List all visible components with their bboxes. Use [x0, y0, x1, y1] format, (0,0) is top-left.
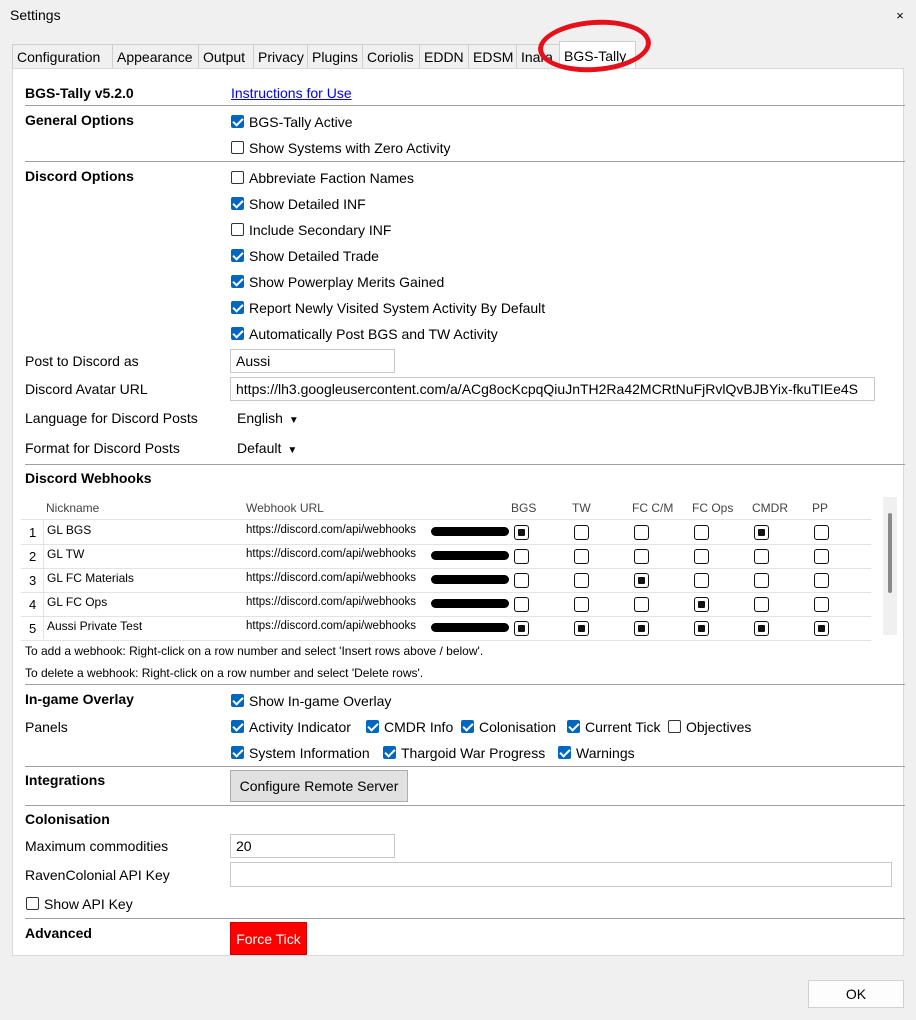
- row-divider: [21, 519, 871, 520]
- option-label: Show API Key: [44, 896, 133, 912]
- tab-output[interactable]: Output: [198, 44, 254, 68]
- row-divider: [21, 616, 871, 617]
- avatar-url-input[interactable]: https://lh3.googleusercontent.com/a/ACg8ocKcpqQiuJnTH2Ra42MCRtNuFjRvlQvBJBYix-fkuTIEe4S: [230, 377, 875, 401]
- tab-coriolis[interactable]: Coriolis: [362, 44, 420, 68]
- tab-strip: [12, 44, 904, 68]
- col-header-pp: PP: [812, 501, 829, 515]
- checkbox-fc-cm[interactable]: [634, 621, 649, 636]
- checkbox-colonisation[interactable]: [461, 720, 474, 733]
- checkbox-tw[interactable]: [574, 573, 589, 588]
- checkbox-include-secondary-inf[interactable]: [231, 223, 244, 236]
- checkbox-bgs[interactable]: [514, 573, 529, 588]
- webhook-url[interactable]: https://discord.com/api/webhooks: [246, 596, 417, 608]
- divider: [25, 161, 905, 162]
- webhook-nickname[interactable]: GL TW: [47, 547, 85, 561]
- option-label: Abbreviate Faction Names: [249, 170, 414, 186]
- checkbox-fc-ops[interactable]: [694, 525, 709, 540]
- checkbox-bgs-tally-active[interactable]: [231, 115, 244, 128]
- col-header-fc-ops: FC Ops: [692, 501, 734, 515]
- divider: [25, 918, 905, 919]
- checkbox-show-api-key[interactable]: [26, 897, 39, 910]
- language-label: Language for Discord Posts: [25, 410, 198, 426]
- row-number[interactable]: 3: [29, 573, 37, 588]
- checkbox-pp[interactable]: [814, 549, 829, 564]
- webhook-nickname[interactable]: GL FC Ops: [47, 595, 108, 609]
- webhook-nickname[interactable]: GL BGS: [47, 523, 92, 537]
- divider: [25, 684, 905, 685]
- post-as-label: Post to Discord as: [25, 353, 139, 369]
- force-tick-button[interactable]: Force Tick: [230, 922, 307, 955]
- overlay-label: In-game Overlay: [25, 691, 134, 707]
- option-label: System Information: [249, 745, 370, 761]
- chevron-down-icon: ▼: [287, 445, 298, 456]
- webhooks-table: [13, 497, 883, 637]
- help-delete-webhook: To delete a webhook: Right-click on a row number and select 'Delete rows'.: [25, 666, 424, 680]
- redaction-mark: [431, 527, 509, 536]
- option-label: Show In-game Overlay: [249, 693, 392, 709]
- checkbox-fc-ops[interactable]: [694, 573, 709, 588]
- checkbox-fc-cm[interactable]: [634, 525, 649, 540]
- checkbox-pp[interactable]: [814, 597, 829, 612]
- divider: [25, 805, 905, 806]
- checkbox-tw[interactable]: [574, 525, 589, 540]
- option-label: Thargoid War Progress: [401, 745, 546, 761]
- checkbox-bgs[interactable]: [514, 525, 529, 540]
- col-header-nickname: Nickname: [46, 501, 100, 515]
- tab-configuration[interactable]: Configuration: [12, 44, 113, 68]
- checkbox-fc-ops[interactable]: [694, 621, 709, 636]
- webhook-url[interactable]: https://discord.com/api/webhooks: [246, 620, 417, 632]
- format-label: Format for Discord Posts: [25, 440, 180, 456]
- checkbox-abbreviate-faction-names[interactable]: [231, 171, 244, 184]
- option-label: Automatically Post BGS and TW Activity: [249, 326, 498, 342]
- checkbox-show-zero-activity[interactable]: [231, 141, 244, 154]
- panels-label: Panels: [25, 719, 68, 735]
- post-as-input[interactable]: Aussi: [230, 349, 395, 373]
- option-label: BGS-Tally Active: [249, 114, 353, 130]
- col-header-webhook-url: Webhook URL: [246, 501, 324, 515]
- webhook-nickname[interactable]: GL FC Materials: [47, 571, 134, 585]
- option-label: Current Tick: [585, 719, 661, 735]
- webhook-url[interactable]: https://discord.com/api/webhooks: [246, 548, 417, 560]
- checkbox-fc-ops[interactable]: [694, 549, 709, 564]
- instructions-link[interactable]: Instructions for Use: [231, 85, 352, 101]
- option-label: Show Detailed INF: [249, 196, 366, 212]
- redaction-mark: [431, 551, 509, 560]
- window-title: Settings: [10, 7, 61, 23]
- checkbox-cmdr[interactable]: [754, 525, 769, 540]
- row-number[interactable]: 5: [29, 621, 37, 636]
- checkbox-current-tick[interactable]: [567, 720, 580, 733]
- row-divider: [21, 640, 871, 641]
- tab-bgs-tally[interactable]: BGS-Tally: [559, 41, 636, 69]
- row-divider: [21, 592, 871, 593]
- language-value: English: [237, 410, 283, 426]
- checkbox-activity-indicator[interactable]: [231, 720, 244, 733]
- avatar-url-label: Discord Avatar URL: [25, 381, 148, 397]
- checkbox-bgs[interactable]: [514, 621, 529, 636]
- checkbox-cmdr[interactable]: [754, 621, 769, 636]
- checkbox-show-overlay[interactable]: [231, 694, 244, 707]
- col-header-fc-cm: FC C/M: [632, 501, 674, 515]
- chevron-down-icon: ▼: [288, 415, 299, 426]
- integrations-label: Integrations: [25, 772, 106, 788]
- checkbox-warnings[interactable]: [558, 746, 571, 759]
- row-number[interactable]: 4: [29, 597, 37, 612]
- divider: [25, 105, 905, 106]
- option-label: Show Powerplay Merits Gained: [249, 274, 445, 290]
- row-divider: [21, 568, 871, 569]
- option-label: Activity Indicator: [249, 719, 351, 735]
- checkbox-tw[interactable]: [574, 597, 589, 612]
- row-number[interactable]: 2: [29, 549, 37, 564]
- tab-edsm[interactable]: EDSM: [468, 44, 517, 68]
- checkbox-fc-cm[interactable]: [634, 597, 649, 612]
- option-label: Include Secondary INF: [249, 222, 392, 238]
- checkbox-show-powerplay-merits[interactable]: [231, 275, 244, 288]
- checkbox-fc-cm[interactable]: [634, 549, 649, 564]
- checkbox-bgs[interactable]: [514, 549, 529, 564]
- option-label: Warnings: [576, 745, 635, 761]
- col-header-bgs: BGS: [511, 501, 537, 515]
- checkbox-bgs[interactable]: [514, 597, 529, 612]
- checkbox-auto-post-activity[interactable]: [231, 327, 244, 340]
- checkbox-tw[interactable]: [574, 549, 589, 564]
- checkbox-cmdr[interactable]: [754, 549, 769, 564]
- option-label: Show Detailed Trade: [249, 248, 379, 264]
- discord-options-label: Discord Options: [25, 168, 134, 184]
- checkbox-pp[interactable]: [814, 525, 829, 540]
- checkbox-cmdr[interactable]: [754, 573, 769, 588]
- help-add-webhook: To add a webhook: Right-click on a row number and select 'Insert rows above / below'.: [25, 644, 484, 658]
- col-header-cmdr: CMDR: [752, 501, 788, 515]
- settings-panel: [12, 68, 904, 956]
- checkbox-pp[interactable]: [814, 621, 829, 636]
- tab-appearance[interactable]: Appearance: [112, 44, 199, 68]
- format-value: Default: [237, 440, 282, 456]
- discord-webhooks-label: Discord Webhooks: [25, 470, 152, 486]
- webhook-nickname[interactable]: Aussi Private Test: [47, 619, 143, 633]
- version-label: BGS-Tally v5.2.0: [25, 85, 134, 101]
- checkbox-report-newly-visited[interactable]: [231, 301, 244, 314]
- tab-privacy[interactable]: Privacy: [253, 44, 308, 68]
- redaction-mark: [431, 575, 509, 584]
- checkbox-cmdr-info[interactable]: [366, 720, 379, 733]
- redaction-mark: [431, 623, 509, 632]
- option-label: Objectives: [686, 719, 752, 735]
- scrollbar-thumb[interactable]: [888, 513, 892, 593]
- colonisation-label: Colonisation: [25, 811, 110, 827]
- configure-remote-server-button[interactable]: Configure Remote Server: [230, 770, 408, 802]
- api-key-input[interactable]: [230, 862, 892, 887]
- checkbox-tw[interactable]: [574, 621, 589, 636]
- webhook-url[interactable]: https://discord.com/api/webhooks: [246, 572, 417, 584]
- checkbox-show-detailed-inf[interactable]: [231, 197, 244, 210]
- row-divider: [21, 544, 871, 545]
- checkbox-fc-ops[interactable]: [694, 597, 709, 612]
- tab-inara[interactable]: Inara: [516, 44, 560, 68]
- checkbox-show-detailed-trade[interactable]: [231, 249, 244, 262]
- col-header-tw: TW: [572, 501, 591, 515]
- checkbox-thargoid-war-progress[interactable]: [383, 746, 396, 759]
- checkbox-objectives[interactable]: [668, 720, 681, 733]
- option-label: Colonisation: [479, 719, 557, 735]
- tab-plugins[interactable]: Plugins: [307, 44, 363, 68]
- option-label: Report Newly Visited System Activity By Default: [249, 300, 546, 316]
- divider: [25, 464, 905, 465]
- webhook-url[interactable]: https://discord.com/api/webhooks: [246, 524, 417, 536]
- divider: [25, 766, 905, 767]
- option-label: CMDR Info: [384, 719, 454, 735]
- redaction-mark: [431, 599, 509, 608]
- max-commodities-input[interactable]: 20: [230, 834, 395, 858]
- option-label: Show Systems with Zero Activity: [249, 140, 451, 156]
- checkbox-system-information[interactable]: [231, 746, 244, 759]
- checkbox-cmdr[interactable]: [754, 597, 769, 612]
- advanced-label: Advanced: [25, 925, 92, 941]
- tab-eddn[interactable]: EDDN: [419, 44, 469, 68]
- checkbox-fc-cm[interactable]: [634, 573, 649, 588]
- column-divider: [43, 519, 44, 639]
- language-dropdown[interactable]: [237, 410, 299, 426]
- webhooks-scrollbar[interactable]: [883, 497, 897, 635]
- ok-button[interactable]: OK: [808, 980, 904, 1008]
- title-bar: [0, 0, 916, 32]
- general-options-label: General Options: [25, 112, 134, 128]
- format-dropdown[interactable]: [237, 440, 297, 456]
- max-commodities-label: Maximum commodities: [25, 838, 169, 854]
- row-number[interactable]: 1: [29, 525, 37, 540]
- checkbox-pp[interactable]: [814, 573, 829, 588]
- api-key-label: RavenColonial API Key: [25, 867, 170, 883]
- close-icon[interactable]: ×: [896, 8, 904, 23]
